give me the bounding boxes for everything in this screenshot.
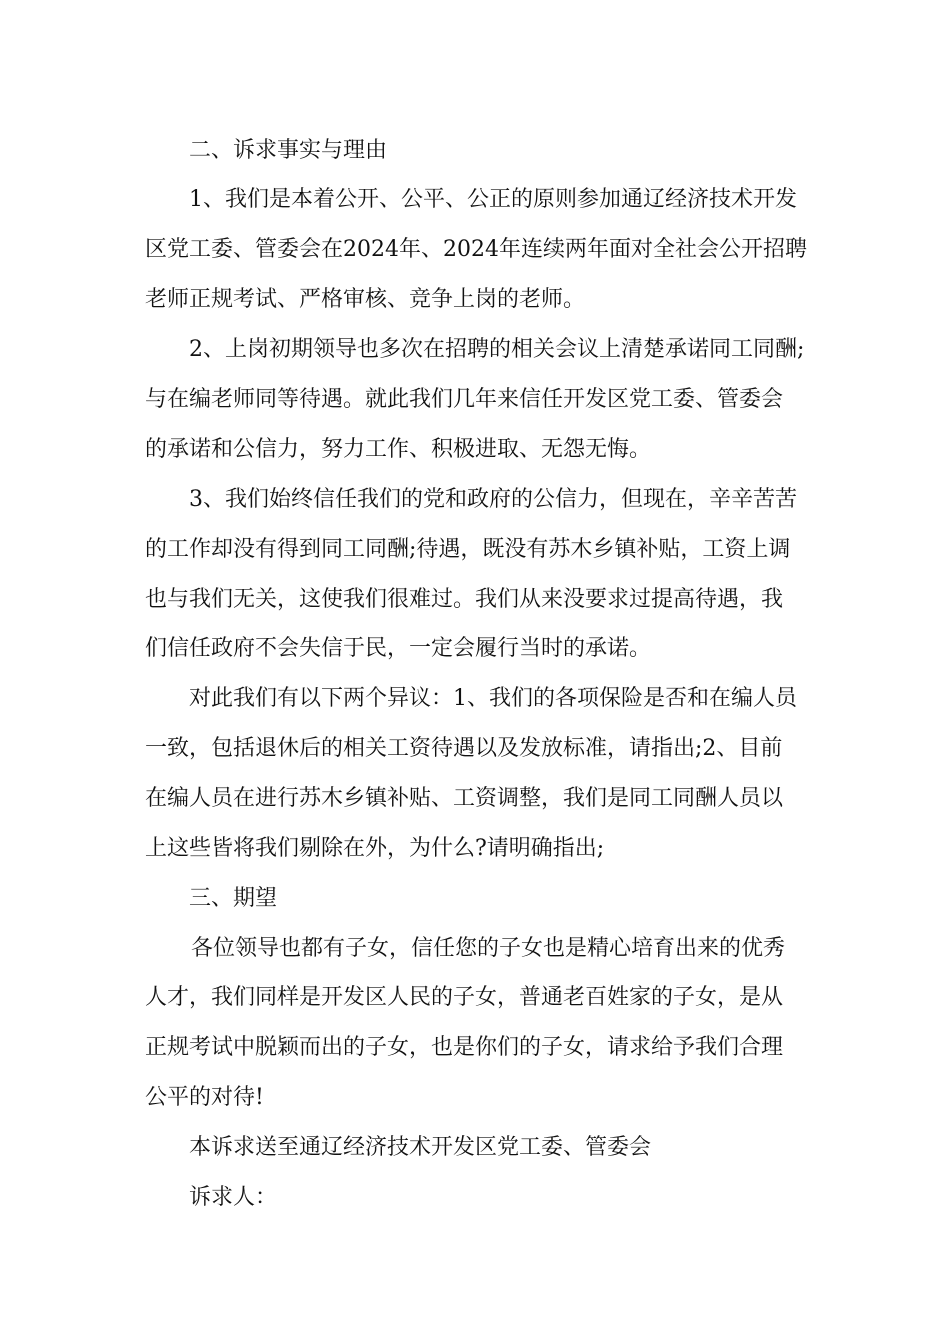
paragraph-5-line-2: 人才，我们同样是开发区人民的子女，普通老百姓家的子女，是从 [145, 985, 784, 1010]
paragraph-3-line-4: 们信任政府不会失信于民，一定会履行当时的承诺。 [145, 636, 652, 661]
petitioner-line: 诉求人： [189, 1185, 278, 1210]
paragraph-4-line-3: 在编人员在进行苏木乡镇补贴、工资调整，我们是同工同酬人员以 [145, 786, 784, 811]
paragraph-5-line-4: 公平的对待! [145, 1085, 264, 1110]
paragraph-3-line-2: 的工作却没有得到同工同酬;待遇，既没有苏木乡镇补贴，工资上调 [145, 537, 791, 562]
paragraph-2-line-1: 2、上岗初期领导也多次在招聘的相关会议上清楚承诺同工同酬; [189, 337, 805, 362]
paragraph-1-line-1: 1、我们是本着公开、公平、公正的原则参加通辽经济技术开发 [189, 187, 797, 212]
paragraph-1-line-3: 老师正规考试、严格审核、竞争上岗的老师。 [145, 287, 586, 312]
paragraph-3-line-1: 3、我们始终信任我们的党和政府的公信力，但现在，辛辛苦苦 [189, 487, 797, 512]
paragraph-2-line-2: 与在编老师同等待遇。就此我们几年来信任开发区党工委、管委会 [145, 387, 784, 412]
paragraph-4-line-2: 一致，包括退休后的相关工资待遇以及发放标准，请指出;2、目前 [145, 736, 783, 761]
paragraph-3-line-3: 也与我们无关，这使我们很难过。我们从来没要求过提高待遇，我 [145, 587, 784, 612]
section-heading-facts: 二、诉求事实与理由 [189, 138, 388, 163]
paragraph-4-line-1: 对此我们有以下两个异议：1、我们的各项保险是否和在编人员 [189, 686, 797, 711]
paragraph-5-line-1: 各位领导也都有子女，信任您的子女也是精心培育出来的优秀 [191, 936, 786, 961]
paragraph-4-line-4: 上这些皆将我们剔除在外，为什么?请明确指出; [145, 836, 605, 861]
recipient-line: 本诉求送至通辽经济技术开发区党工委、管委会 [189, 1135, 652, 1160]
paragraph-1-line-2: 区党工委、管委会在2024年、2024年连续两年面对全社会公开招聘 [145, 237, 807, 262]
section-heading-expectation: 三、期望 [189, 886, 278, 911]
paragraph-2-line-3: 的承诺和公信力，努力工作、积极进取、无怨无悔。 [145, 437, 652, 462]
paragraph-5-line-3: 正规考试中脱颖而出的子女，也是你们的子女，请求给予我们合理 [145, 1035, 784, 1060]
